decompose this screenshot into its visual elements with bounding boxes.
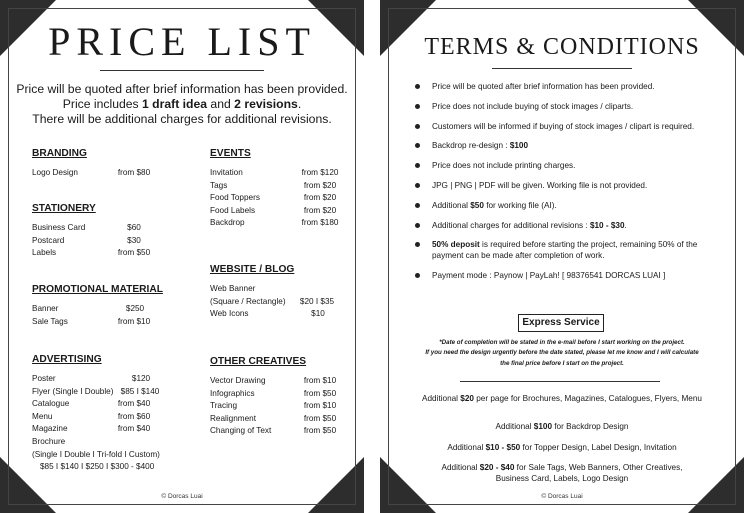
terms-page: [380, 0, 744, 513]
list-item: JPG | PNG | PDF will be given. Working file is not provided.: [432, 181, 702, 192]
list-item: Payment mode : Paynow | PayLah! [ 98376541 DORCAS LUAI ]: [432, 271, 702, 282]
branding-section: [32, 148, 182, 180]
list-item: Additional charges for additional revisions : $10 - $30.: [432, 221, 702, 232]
list-item: Backdrop re-design : $100: [432, 141, 702, 152]
list-item: Catalogue from $40: [32, 399, 151, 409]
section-title: WEBSITE / BLOG: [210, 264, 295, 275]
signature: © Dorcas Luai: [161, 493, 203, 500]
list-item: Realignment from $50: [210, 413, 337, 423]
price-list-page: [0, 0, 364, 513]
section-title: PROMOTIONAL MATERIAL: [32, 284, 163, 295]
signature: © Dorcas Luai: [541, 493, 583, 500]
additional-charge: Additional $10 - $50 for Topper Design, Label Design, Invitation: [447, 443, 677, 452]
list-item: Menu from $60: [32, 411, 151, 421]
brochure-prices: $85 I $140 I $250 I $300 - $400: [40, 462, 155, 472]
list-item: Food Labels from $20: [210, 205, 337, 215]
section-title: EVENTS: [210, 148, 251, 159]
page-title: PRICE LIST: [48, 19, 316, 64]
list-item: Price does not include printing charges.: [432, 161, 702, 172]
intro-line-2: Price includes 1 draft idea and 2 revisions.: [62, 97, 302, 111]
list-item: Business Card $60: [32, 223, 141, 232]
intro-line-1: Price will be quoted after brief information has been provided.: [16, 82, 348, 96]
list-item: Web Banner: [210, 284, 256, 293]
page-title: TERMS & CONDITIONS: [424, 34, 700, 60]
bullet-icon: [415, 124, 420, 129]
list-item: Food Toppers from $20: [210, 193, 337, 203]
section-title: BRANDING: [32, 148, 87, 159]
list-item: Vector Drawing from $10: [210, 376, 337, 385]
list-item: Banner $250: [32, 304, 145, 313]
bullet-icon: [415, 223, 420, 228]
divider: [460, 381, 660, 382]
list-item: Logo Design from $80: [32, 168, 151, 177]
list-item: Tags from $20: [210, 180, 337, 190]
intro-line-3: There will be additional charges for additional revisions.: [32, 112, 332, 126]
list-item: Sale Tags from $10: [32, 316, 151, 326]
list-item: Infographics from $50: [210, 388, 337, 398]
section-title: ADVERTISING: [32, 354, 102, 365]
intro-text: [14, 82, 350, 127]
advertising-section: [32, 354, 182, 474]
list-item: Labels from $50: [32, 248, 151, 258]
list-item: Tracing from $10: [210, 401, 337, 411]
bullet-icon: [415, 183, 420, 188]
list-item: Poster $120: [32, 374, 151, 383]
section-title: OTHER CREATIVES: [210, 356, 307, 367]
list-item: Brochure: [32, 436, 66, 446]
list-item: Postcard $30: [32, 235, 141, 245]
list-item: Price does not include buying of stock images / cliparts.: [432, 102, 702, 113]
list-item: (Square / Rectangle) $20 I $35: [210, 296, 335, 306]
website-section: [210, 264, 344, 321]
list-item: Magazine from $40: [32, 424, 151, 434]
bullet-icon: [415, 203, 420, 208]
express-note: *Date of completion will be stated in the e-mail before I start working on the project. If you need the design urgently before the date stated, please let me know and I will calculate the final price before I start on the project.: [425, 339, 699, 367]
list-item: (Single I Double I Tri-fold I Custom): [32, 449, 160, 459]
title-underline: [492, 68, 632, 69]
list-item: Customers will be informed if buying of stock images / clipart is required.: [432, 122, 702, 133]
express-service-box: Express Service: [518, 314, 604, 332]
bullet-icon: [415, 104, 420, 109]
list-item: Invitation from $120: [210, 168, 339, 177]
title-underline: [100, 70, 264, 71]
additional-charge: Additional $20 - $40 for Sale Tags, Web Banners, Other Creatives, Business Card, Labels, Logo Design: [441, 463, 683, 483]
list-item: Price will be quoted after brief information has been provided.: [432, 82, 702, 93]
bullet-icon: [415, 84, 420, 89]
events-section: [210, 148, 344, 230]
list-item: Web Icons $10: [210, 309, 325, 319]
stationery-section: [32, 203, 182, 260]
terms-list: [432, 82, 702, 291]
list-item: Additional $50 for working file (AI).: [432, 201, 702, 212]
list-item: Flyer (Single I Double) $85 I $140: [32, 386, 160, 396]
other-creatives-section: [210, 356, 344, 438]
list-item: Changing of Text from $50: [210, 426, 337, 436]
additional-charge: Additional $20 per page for Brochures, Magazines, Catalogues, Flyers, Menu: [422, 394, 702, 403]
promotional-section: [32, 284, 182, 328]
list-item: Backdrop from $180: [210, 218, 339, 228]
list-item: 50% deposit is required before starting the project, remaining 50% of the payment can be made after completion of work.: [432, 240, 702, 262]
section-title: STATIONERY: [32, 203, 96, 214]
bullet-icon: [415, 273, 420, 278]
page-gap: [364, 0, 380, 513]
additional-charge: Additional $100 for Backdrop Design: [495, 422, 629, 431]
